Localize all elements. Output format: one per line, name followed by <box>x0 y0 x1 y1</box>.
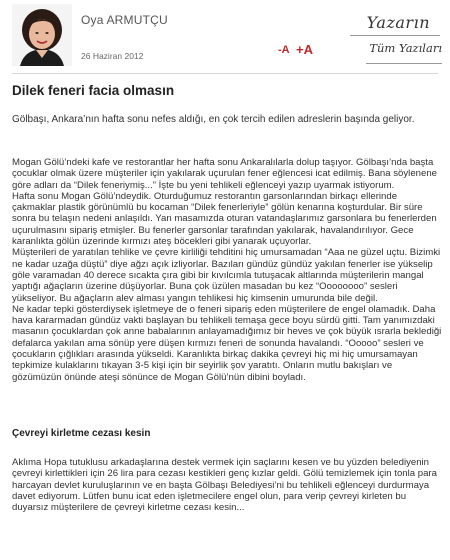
article-subheading: Çevreyi kirletme cezası kesin <box>12 428 151 439</box>
header-divider <box>12 73 438 74</box>
author-name[interactable]: Oya ARMUTÇU <box>81 13 168 27</box>
paragraph: Müşterileri de yaratılan tehlike ve çevre kirliliği tehditini hiç umursamadan “Aaa ne güzel uçtu. Bizimki ne kadar uzağa düştü” diye ağzı açık izliyorlar. Bazıları gündüz gündüz yakılan fenerler ise yükselip göle varamadan 40 derece sıcakta çıra gibi bir kıvılcımla tutuşacak altlarında müşterilerin mangal yaptığı ağaçların üzerine düşüyorlar. Buna çok üzülen masadan bu kez “Oooooooo” sesleri yükseliyor. Bu ağaçların alev alması yangın tehlikesi hiç kimsenin umurunda bile değil. <box>12 247 441 304</box>
publish-date: 26 Haziran 2012 <box>81 51 144 61</box>
column-header <box>0 0 450 73</box>
logo-text-all-articles: Tüm Yazıları <box>369 41 442 55</box>
article-body <box>12 157 442 383</box>
all-articles-link[interactable] <box>326 11 442 69</box>
paragraph: Hafta sonu Mogan Gölü’ndeydik. Oturduğumuz restorantın garsonlarından birkaçı ellerinde çakmaklar plastik görünümlü bu kocaman “Dilek fenerleriyle” gölün kenarına koşturdular. Bir süre sonra bu telaşın nedeni anlaşıldı. Yan masamızda oturan vatandaşlarımız garsonlara bu fenerlerden uçurulmasını sipariş etmişler. Bu fenerler garsonlar tarafından yakılarak, havalandırılıyor. Gece karanlıkta gölün üzerinde kırmızı ateş böcekleri gibi yanarak uçuyorlar. <box>12 190 437 248</box>
author-photo <box>12 4 72 66</box>
paragraph: Mogan Gölü’ndeki kafe ve restorantlar her hafta sonu Ankaralılarla dolup taşıyor. Gölbaşı’nda başta çocuklar olmak üzere müşteriler için yakılarak uçurulan fener eğlencesi icat edilmiş. Bana söylenene göre adları da “Dilek feneriymiş...” İşte bu yeni tehlikeli eğlenceyi yazıp uyarmak istiyorum. <box>12 157 437 191</box>
logo-divider-lower <box>366 63 442 64</box>
article-body-section-2 <box>12 457 442 513</box>
paragraph: Aklıma Hopa tutuklusu arkadaşlarına destek vermek için saçlarını kesen ve bu yüzden belediyenin çevreyi kirlettikleri için 26 lira para cezası kestikleri genç kızlar geldi. Gölü temizlemek için tonla para harcayan devlet kuruluşlarının ve en başta Gölbaşı Belediyesi’ni bu tehlikeli eğlenceyi durdurmaya davet ediyorum. Lütfen bunu icat eden işletmecilere engel olun, para verip çevreyi kirleten bu duyarsız müşterilere de çevreyi kirletme cezası kesin... <box>12 457 437 514</box>
logo-divider <box>350 35 440 36</box>
article-title: Dilek feneri facia olmasın <box>12 83 175 98</box>
header-tools <box>278 11 448 69</box>
article-lead: Gölbaşı, Ankara’nın hafta sonu nefes aldığı, en çok tercih edilen adreslerin başında geliyor. <box>12 114 415 125</box>
paragraph: Ne kadar tepki gösterdiysek işletmeye de o feneri sipariş eden müşterilere de engel olamadık. Daha hava kararmadan gündüz vakti başlayan bu tehlikeli temaşa gece boyu sürdü gitti. Tam yanımızdaki masanın çocuklardan çok anne babalarının anlayamadığımız bir heves ve çok büyük ısrarla beklediği defalarca yakılan ama sönüp yere düşen kırmızı feneri de sonunda havalandı. “Ooooo” sesleri ve çocukların çığlıkları arasında yükseldi. Karanlıkta birkaç dakika çevreyi hiç mi hiç umursamayan tepkimize kulaklarını tıkayan 3-5 kişi için bir seyirlik şov yaratıtı. Onların mutlu bakışları ve gözümüzün önünde ateşi sönünce de Mogan Gölü’nün dibini boyladı. <box>12 303 442 383</box>
font-decrease-button[interactable]: -A <box>278 44 290 56</box>
font-increase-button[interactable]: +A <box>296 42 313 57</box>
logo-text-author: Yazarın <box>366 13 430 32</box>
author-portrait-icon <box>12 4 72 66</box>
